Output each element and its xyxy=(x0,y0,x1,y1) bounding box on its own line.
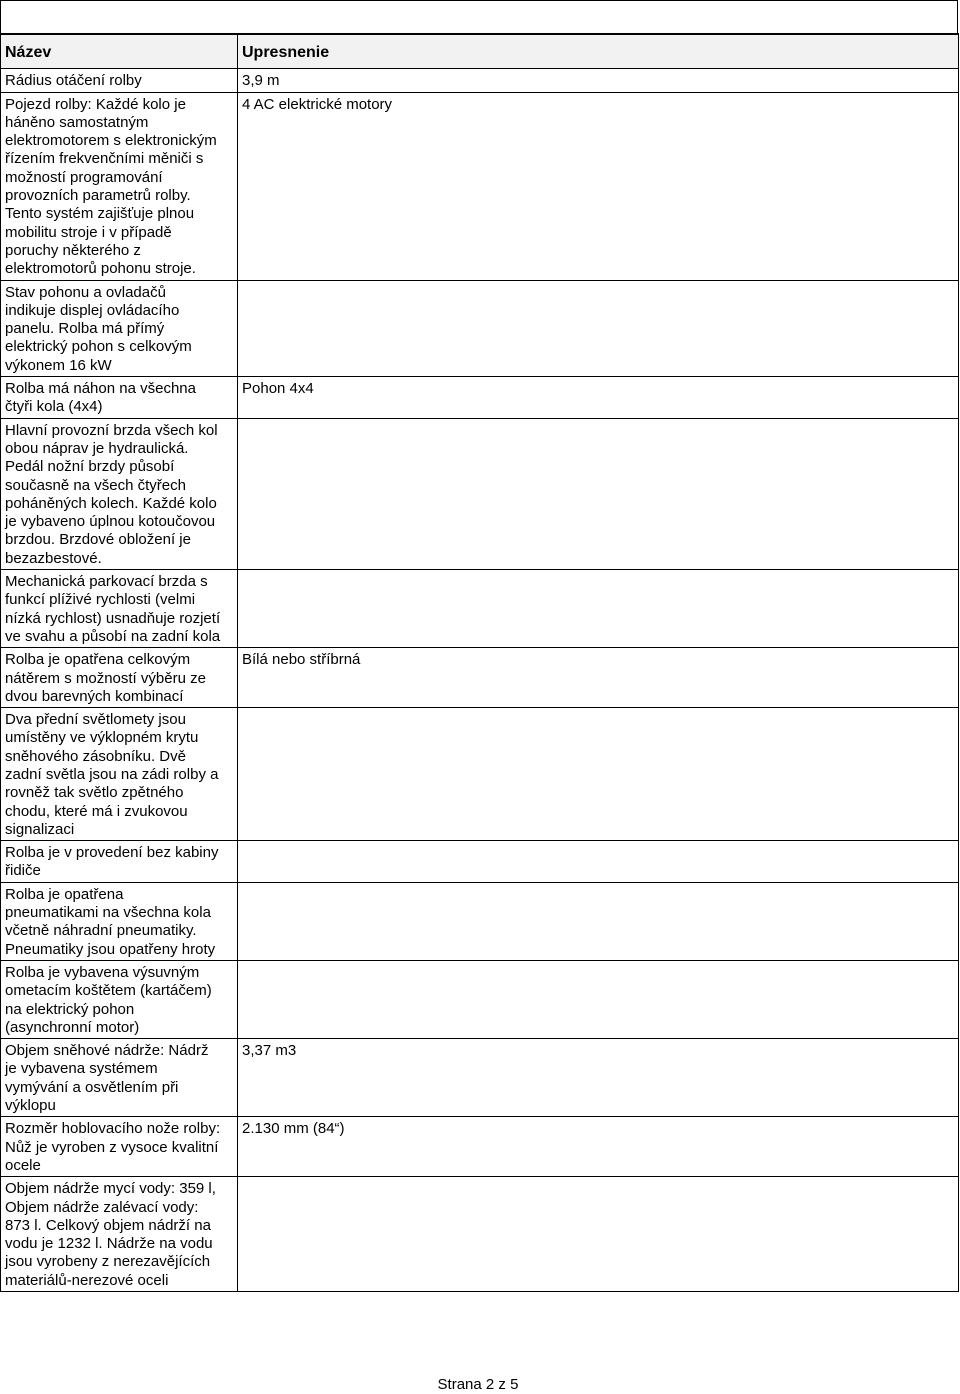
row-name: Objem sněhové nádrže: Nádrž je vybavena systémem vymývání a osvětlením při výklopu xyxy=(1,1039,238,1117)
row-spec xyxy=(238,1177,959,1292)
table-row xyxy=(1,418,959,569)
table-row xyxy=(1,960,959,1038)
table-row xyxy=(1,570,959,648)
table-row xyxy=(1,280,959,376)
row-name: Rolba je vybavena výsuvným ometacím koštětem (kartáčem) na elektrický pohon (asynchronní motor) xyxy=(1,960,238,1038)
row-spec: Bílá nebo stříbrná xyxy=(238,648,959,708)
page-number: Strana 2 z 5 xyxy=(437,1376,519,1393)
row-name: Rozměr hoblovacího nože rolby: Nůž je vyroben z vysoce kvalitní ocele xyxy=(1,1117,238,1177)
table-row xyxy=(1,841,959,883)
table-header-row xyxy=(1,34,959,69)
row-name: Stav pohonu a ovladačů indikuje displej ovládacího panelu. Rolba má přímý elektrický pohon s celkovým výkonem 16 kW xyxy=(1,280,238,376)
page-top-border xyxy=(0,0,958,33)
row-name: Pojezd rolby: Každé kolo je háněno samostatným elektromotorem s elektronickým řízením frekvenčními měniči s možností programování provozních parametrů rolby. Tento systém zajišťuje plnou mobilitu stroje i v případě poruchy některého z elektromotorů pohonu stroje. xyxy=(1,92,238,280)
table-row xyxy=(1,377,959,419)
row-name: Rolba je opatřena pneumatikami na všechna kola včetně náhradní pneumatiky. Pneumatiky jsou opatřeny hroty xyxy=(1,882,238,960)
row-name: Hlavní provozní brzda všech kol obou náprav je hydraulická. Pedál nožní brzdy působí současně na všech čtyřech poháněných kolech. Každé kolo je vybaveno úplnou kotoučovou brzdou. Brzdové obložení je bezazbestové. xyxy=(1,418,238,569)
row-spec: 2.130 mm (84“) xyxy=(238,1117,959,1177)
table-row xyxy=(1,92,959,280)
table-row xyxy=(1,1177,959,1292)
table-row xyxy=(1,882,959,960)
table-row xyxy=(1,69,959,92)
header-name: Název xyxy=(1,34,238,69)
row-spec: 3,9 m xyxy=(238,69,959,92)
row-name: Rolba je opatřena celkovým nátěrem s možností výběru ze dvou barevných kombinací xyxy=(1,648,238,708)
row-spec xyxy=(238,280,959,376)
header-spec: Upresnenie xyxy=(238,34,959,69)
row-spec xyxy=(238,841,959,883)
row-name: Rádius otáčení rolby xyxy=(1,69,238,92)
row-name: Dva přední světlomety jsou umístěny ve výklopném krytu sněhového zásobníku. Dvě zadní světla jsou na zádi rolby a rovněž tak světlo zpětného chodu, které má i zvukovou signalizaci xyxy=(1,708,238,841)
row-spec: 4 AC elektrické motory xyxy=(238,92,959,280)
row-spec xyxy=(238,418,959,569)
table-row xyxy=(1,708,959,841)
row-spec xyxy=(238,882,959,960)
specification-table xyxy=(0,33,959,1292)
row-name: Mechanická parkovací brzda s funkcí plíživé rychlosti (velmi nízká rychlost) usnadňuje rozjetí ve svahu a působí na zadní kola xyxy=(1,570,238,648)
table-row xyxy=(1,648,959,708)
row-spec: 3,37 m3 xyxy=(238,1039,959,1117)
row-spec xyxy=(238,570,959,648)
table-row xyxy=(1,1039,959,1117)
row-spec xyxy=(238,960,959,1038)
table-row xyxy=(1,1117,959,1177)
row-spec xyxy=(238,708,959,841)
row-spec: Pohon 4x4 xyxy=(238,377,959,419)
row-name: Rolba má náhon na všechna čtyři kola (4x4) xyxy=(1,377,238,419)
row-name: Objem nádrže mycí vody: 359 l, Objem nádrže zalévací vody: 873 l. Celkový objem nádrží na vodu je 1232 l. Nádrže na vodu jsou vyrobeny z nerezavějících materiálů-nerezové oceli xyxy=(1,1177,238,1292)
row-name: Rolba je v provedení bez kabiny řidiče xyxy=(1,841,238,883)
